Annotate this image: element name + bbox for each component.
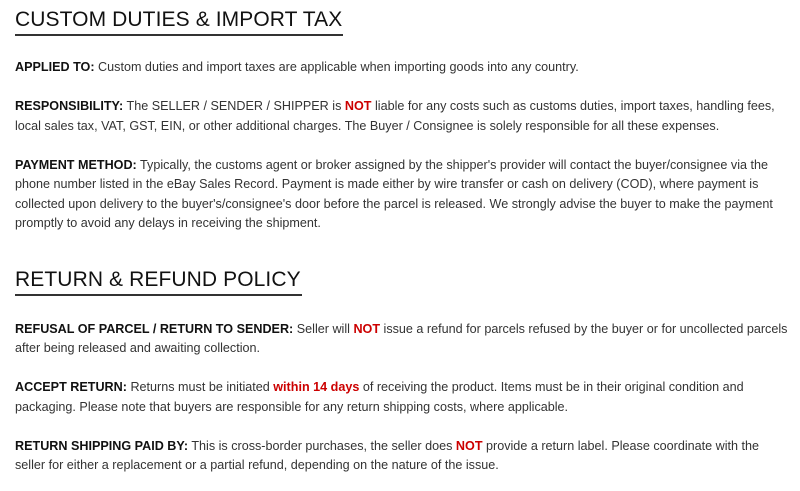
responsibility-text-before: The SELLER / SENDER / SHIPPER is [123,99,345,113]
accept-return-label: ACCEPT RETURN: [15,380,127,394]
applied-to-label: APPLIED TO: [15,60,95,74]
return-refund-title: RETURN & REFUND POLICY [15,268,302,296]
accept-return-text-after: of receiving the product. Items must be in their original condition and packaging. Please note that buyers are responsible for any return shipping costs, where applicable. [15,380,744,414]
payment-method-label: PAYMENT METHOD: [15,157,137,172]
accept-return-days-emphasis: within 14 days [273,380,360,394]
return-shipping-label: RETURN SHIPPING PAID BY: [15,438,189,453]
accept-return-paragraph [15,378,788,417]
refusal-paragraph [15,320,788,359]
accept-return-text-before: Returns must be initiated [126,380,274,394]
refusal-text-before: Seller will [293,321,354,336]
payment-method-text: Typically, the customs agent or broker assigned by the shipper's provider will contact the buyer/consignee via the phone number listed in the eBay Sales Record. Payment is made either by wire transfer or cash on delivery (COD), where payment is collected upon delivery to the buyer's/consignee's door before the parcel is released. We strongly advise the buyer to make the payment promptly to avoid any delays in receiving the shipment. [15,157,773,230]
return-shipping-text-before: This is cross-border purchases, the seller does [188,438,456,453]
refusal-text-after: issue a refund for parcels refused by the buyer or for uncollected parcels after being released and awaiting collection. [15,321,788,355]
payment-method-paragraph [15,156,788,234]
responsibility-paragraph [15,97,788,136]
responsibility-not-emphasis: NOT [344,99,372,113]
responsibility-text-after: liable for any costs such as customs duties, import taxes, handling fees, local sales tax, VAT, GST, EIN, or other additional charges. The Buyer / Consignee is solely responsible for all these expenses. [15,99,775,133]
refusal-label: REFUSAL OF PARCEL / RETURN TO SENDER: [15,321,294,336]
refusal-not-emphasis: NOT [353,321,381,336]
applied-to-paragraph [15,58,788,78]
responsibility-label: RESPONSIBILITY: [15,99,124,113]
return-shipping-text-after: provide a return label. Please coordinate with the seller for either a replacement or a partial refund, depending on the nature of the issue. [15,438,760,472]
return-shipping-paragraph [15,437,788,476]
return-shipping-not-emphasis: NOT [455,438,483,453]
applied-to-text: Custom duties and import taxes are applicable when importing goods into any country. [94,60,579,74]
customs-duties-title: CUSTOM DUTIES & IMPORT TAX [15,8,343,36]
